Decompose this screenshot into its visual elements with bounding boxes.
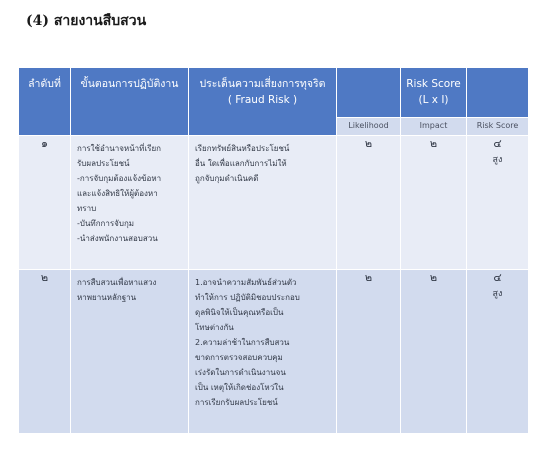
header-risk-score-line2: (L x I) <box>418 94 449 106</box>
row-likelihood: ๒ <box>337 136 401 270</box>
row-score <box>467 270 529 434</box>
row-risk <box>189 136 337 270</box>
risk-line: โทษต่างกัน <box>195 323 234 332</box>
row-impact: ๒ <box>401 136 467 270</box>
risk-line: เป็น เหตุให้เกิดช่องโหว่ใน <box>195 383 284 392</box>
row-step <box>71 136 189 270</box>
header-blank-right <box>467 68 529 118</box>
row-no: ๒ <box>19 270 71 434</box>
header-fraud-risk-line2: ( Fraud Risk ) <box>227 94 298 106</box>
row-no: ๑ <box>19 136 71 270</box>
risk-line: ทำให้การ ปฏิบัติมิชอบประกอบ <box>195 293 300 302</box>
risk-line: ขาดการตรวจสอบควบคุม <box>195 353 283 362</box>
step-line: -นำส่งพนักงานสอบสวน <box>77 234 158 243</box>
header-fraud-risk-line1: ประเด็นความเสี่ยงการทุจริต <box>199 78 326 90</box>
risk-line: การเรียกรับผลประโยชน์ <box>195 398 278 407</box>
risk-line: 1.อาจนำความสัมพันธ์ส่วนตัว <box>195 278 297 287</box>
step-line: รับผลประโยชน์ <box>77 159 130 168</box>
step-line: -การจับกุมต้องแจ้งข้อหา <box>77 174 162 183</box>
row-risk <box>189 270 337 434</box>
score-level: สูง <box>492 289 503 299</box>
risk-line: 2.ความล่าช้าในการสืบสวน <box>195 338 290 347</box>
risk-line: ดุลพินิจให้เป็นคุณหรือเป็น <box>195 308 284 317</box>
subheader-impact: Impact <box>401 118 467 136</box>
subheader-likelihood: Likelihood <box>337 118 401 136</box>
risk-line: อื่น ใดเพื่อแลกกับการไม่ให้ <box>195 159 287 168</box>
row-impact: ๒ <box>401 270 467 434</box>
risk-line: เร่งรัดในการดำเนินงานจน <box>195 368 286 377</box>
header-risk-score-line1: Risk Score <box>406 78 461 90</box>
row-likelihood: ๒ <box>337 270 401 434</box>
score-value: ๔ <box>493 137 502 150</box>
header-no: ลำดับที่ <box>19 68 71 136</box>
step-line: การสืบสวนเพื่อหาแสวง <box>77 278 157 287</box>
step-line: หาพยานหลักฐาน <box>77 293 137 302</box>
table-row <box>19 270 529 434</box>
header-blank-left <box>337 68 401 118</box>
table-row <box>19 136 529 270</box>
fraud-risk-table <box>18 67 529 434</box>
section-title: (4) สายงานสืบสวน <box>26 13 147 29</box>
score-level: สูง <box>492 155 503 165</box>
header-fraud-risk <box>189 68 337 136</box>
step-line: และแจ้งสิทธิให้ผู้ต้องหา <box>77 189 158 198</box>
step-line: -บันทึกการจับกุม <box>77 219 135 228</box>
step-line: การใช้อำนาจหน้าที่เรียก <box>77 144 161 153</box>
risk-line: ถูกจับกุมดำเนินคดี <box>195 174 259 183</box>
row-step <box>71 270 189 434</box>
step-line: ทราบ <box>77 204 97 213</box>
subheader-risk-score: Risk Score <box>467 118 529 136</box>
header-risk-score <box>401 68 467 118</box>
score-value: ๔ <box>493 271 502 284</box>
risk-line: เรียกทรัพย์สินหรือประโยชน์ <box>195 144 290 153</box>
header-step: ขั้นตอนการปฏิบัติงาน <box>71 68 189 136</box>
row-score <box>467 136 529 270</box>
